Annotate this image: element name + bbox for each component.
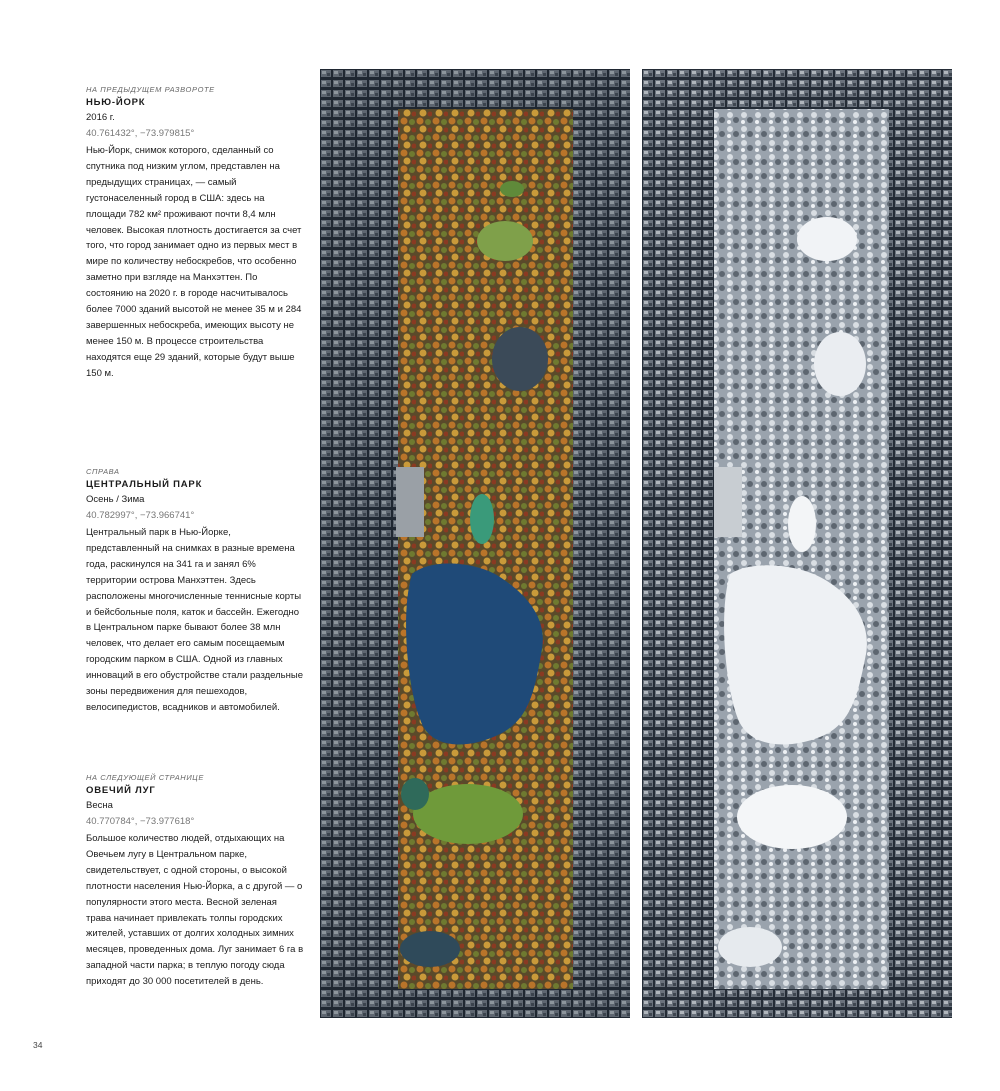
caption-new-york: [86, 85, 304, 382]
caption-kicker: НА СЛЕДУЮЩЕЙ СТРАНИЦЕ: [86, 773, 204, 782]
central-park-winter-photo: [642, 69, 952, 1018]
caption-body: Нью-Йорк, снимок которого, сделанный со спутника под низким углом, представлен на предыдущих страницах, — самый густонаселенный город в США: здесь на площади 782 км² проживают почти 8,4 млн человек. Высокая плотность достигается за счет того, что город занимает одно из первых мест в мире по количеству небоскребов, что особенно заметно при взгляде на Манхэттен. По состоянию на 2020 г. в городе насчитывалось более 7000 зданий высотой не менее 35 м и 284 завершенных небоскреба, имеющих высоту не менее 150 м. В процессе строительства находятся еще 29 зданий, которые будут выше 150 м.: [86, 145, 302, 379]
page-number: 34: [33, 1040, 43, 1050]
caption-coordinates: 40.782997°, −73.966741°: [86, 510, 195, 521]
caption-coordinates: 40.770784°, −73.977618°: [86, 816, 195, 827]
caption-central-park: [86, 467, 304, 716]
caption-subtitle: Весна: [86, 800, 113, 811]
caption-subtitle: Осень / Зима: [86, 494, 145, 505]
caption-title: ЦЕНТРАЛЬНЫЙ ПАРК: [86, 479, 203, 490]
caption-kicker: НА ПРЕДЫДУЩЕМ РАЗВОРОТЕ: [86, 85, 215, 94]
caption-title: ОВЕЧИЙ ЛУГ: [86, 785, 156, 796]
caption-subtitle: 2016 г.: [86, 112, 115, 123]
caption-kicker: СПРАВА: [86, 467, 120, 476]
caption-body: Большое количество людей, отдыхающих на Овечьем лугу в Центральном парке, свидетельствует, с одной стороны, о высокой плотности населения Нью-Йорка, а с другой — о популярности этого места. Весной зеленая трава начинает привлекать толпы городских жителей, уставших от долгих холодных зимних месяцев, проведенных дома. Луг занимает 6 га в западной части парка; в теплую погоду сюда приходят до 30 000 посетителей в день.: [86, 833, 304, 988]
caption-coordinates: 40.761432°, −73.979815°: [86, 128, 195, 139]
central-park-autumn-photo: [320, 69, 630, 1018]
caption-sheep-meadow: [86, 773, 304, 990]
caption-body: Центральный парк в Нью-Йорке, представленный на снимках в разные времена года, раскинулся на 341 га и занял 6% территории острова Манхэттен. Здесь расположены многочисленные теннисные корты и бейсбольные поля, каток и бассейн. Ежегодно в Центральном парке бывают более 38 млн человек, что делает его самым посещаемым городским парком в США. Одной из главных инноваций в его обустройстве стали раздельные зоны передвижения для пешеходов, велосипедистов, всадников и автомобилей.: [86, 527, 303, 713]
caption-title: НЬЮ-ЙОРК: [86, 97, 146, 108]
